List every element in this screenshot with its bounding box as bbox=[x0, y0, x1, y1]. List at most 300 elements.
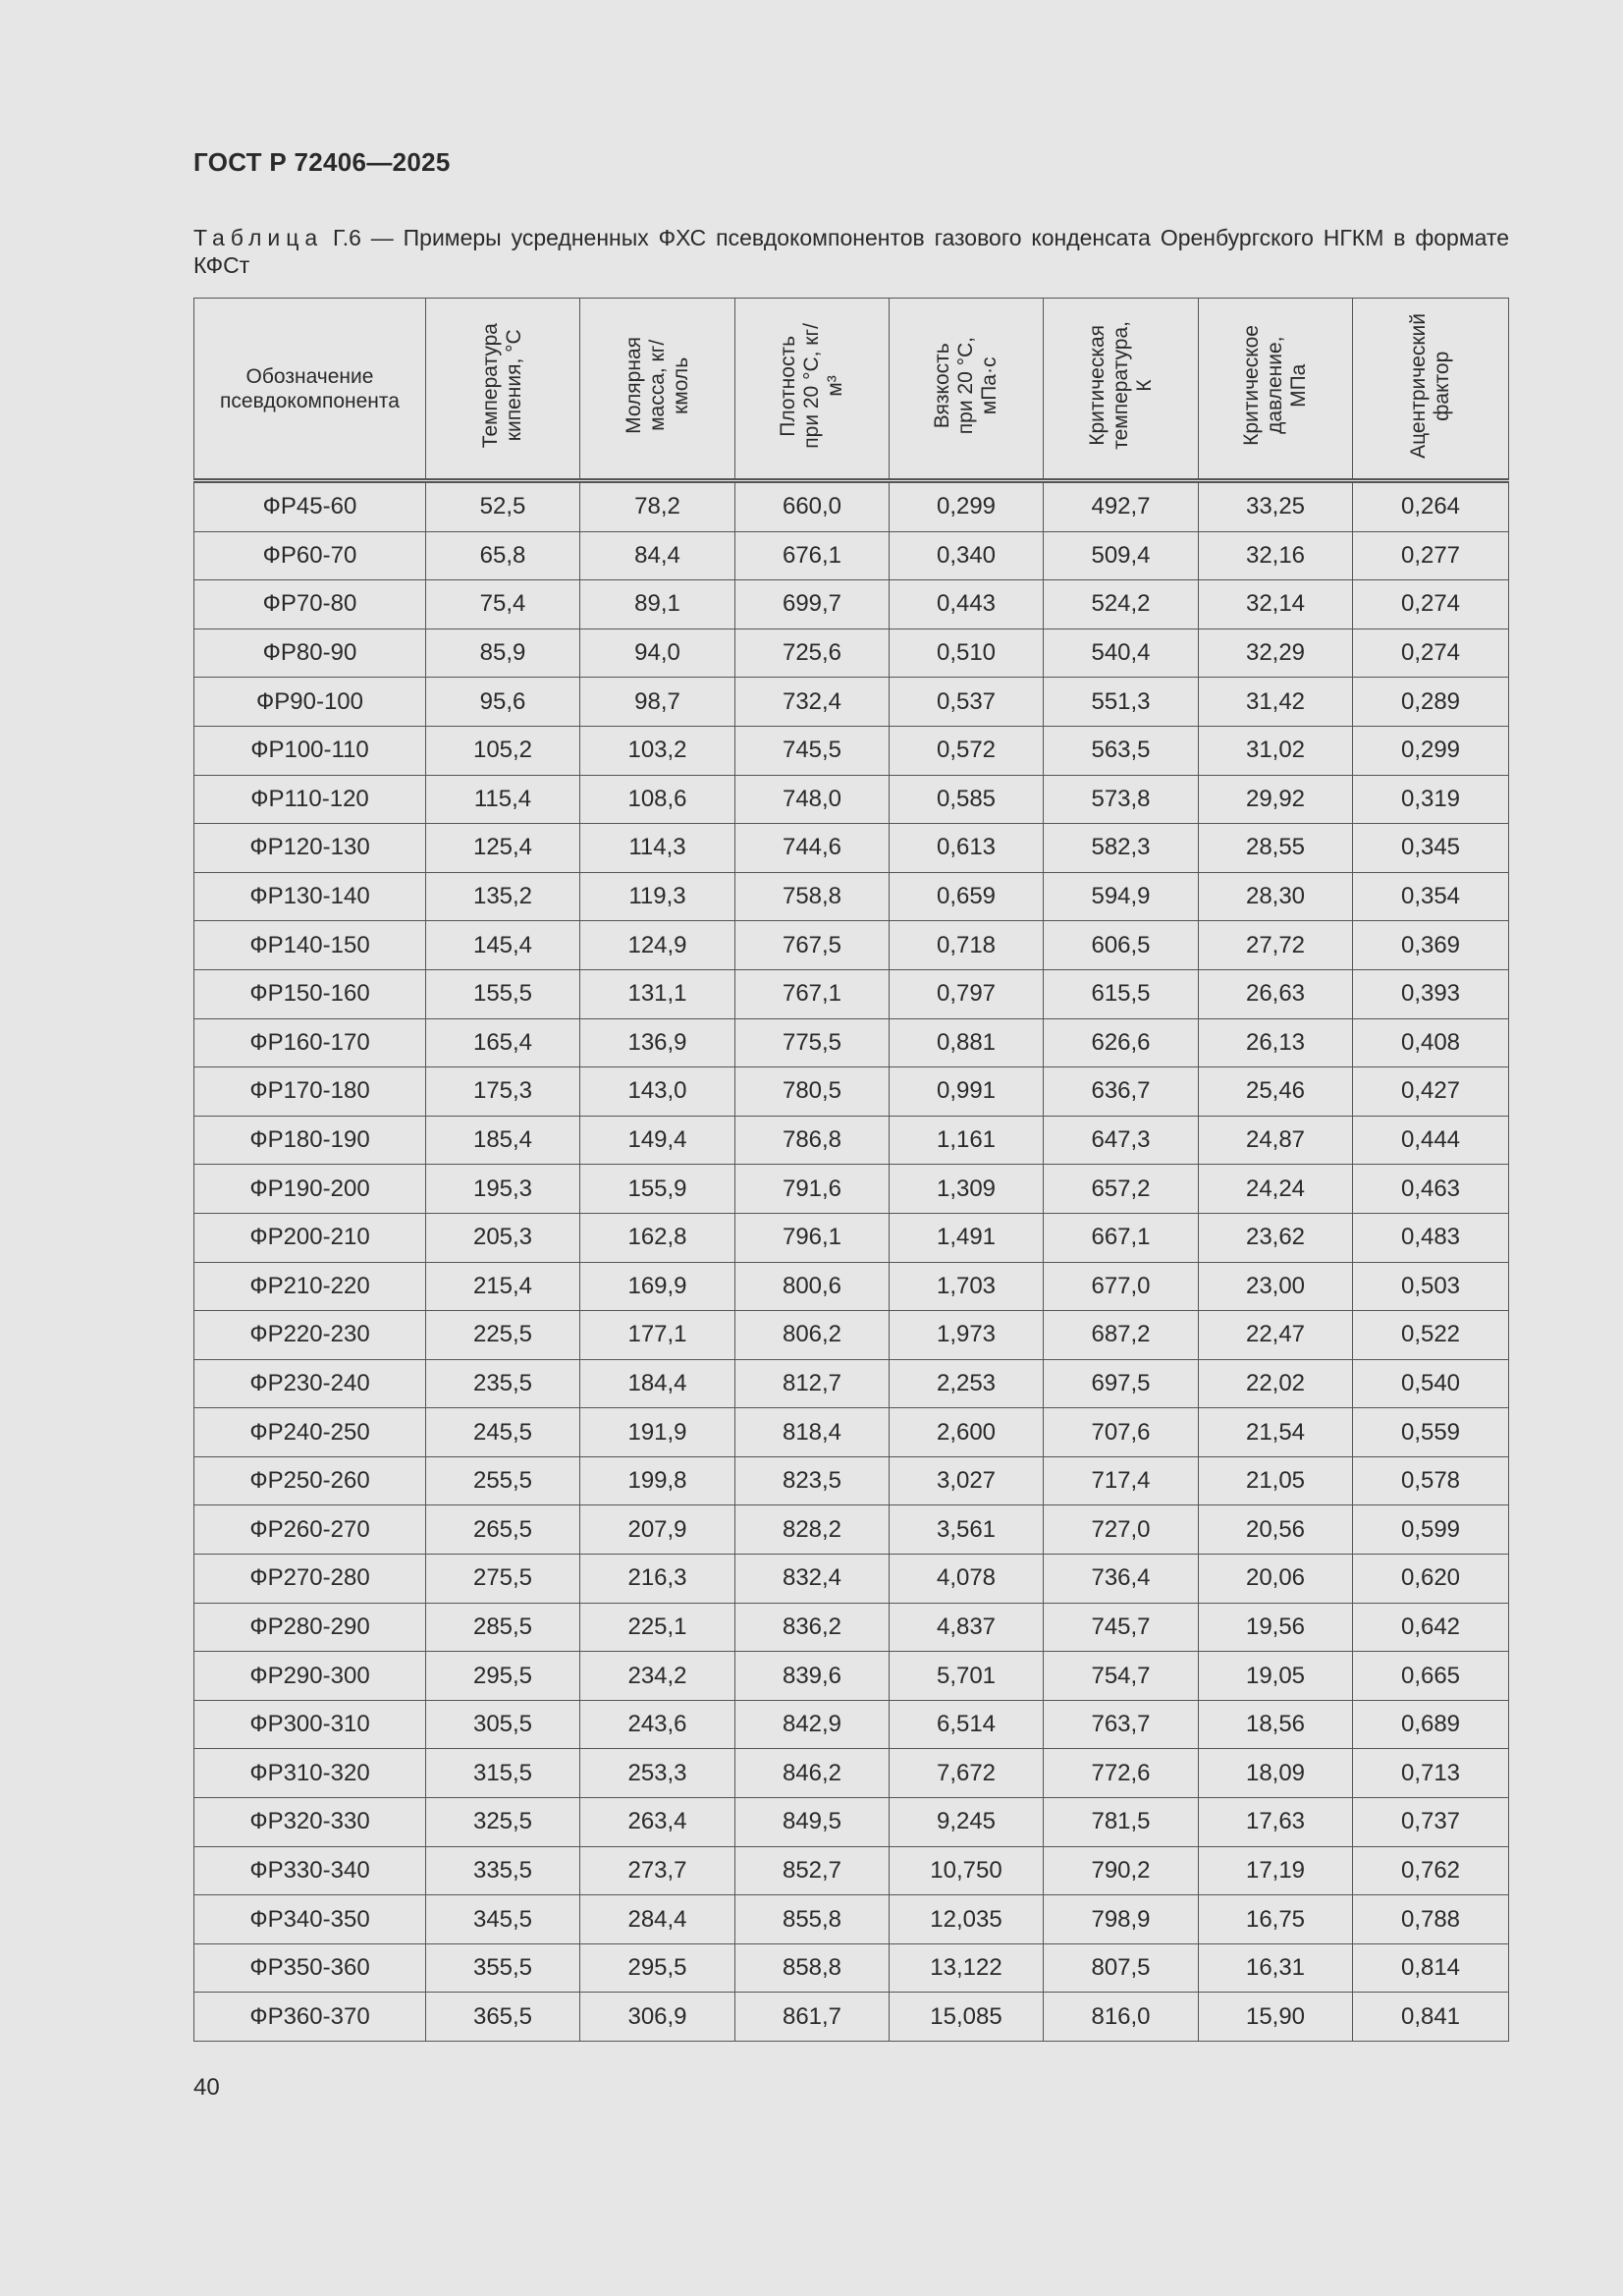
cell-density: 858,8 bbox=[735, 1943, 890, 1993]
cell-boiling-temperature: 205,3 bbox=[426, 1213, 580, 1262]
cell-molar-mass: 98,7 bbox=[580, 678, 735, 727]
cell-critical-temperature: 717,4 bbox=[1044, 1456, 1199, 1505]
cell-density: 699,7 bbox=[735, 580, 890, 629]
cell-boiling-temperature: 75,4 bbox=[426, 580, 580, 629]
document-code: ГОСТ Р 72406—2025 bbox=[193, 147, 451, 177]
cell-boiling-temperature: 52,5 bbox=[426, 481, 580, 532]
table-row bbox=[194, 481, 1509, 532]
cell-critical-temperature: 524,2 bbox=[1044, 580, 1199, 629]
cell-viscosity: 0,613 bbox=[890, 824, 1044, 873]
cell-critical-temperature: 573,8 bbox=[1044, 775, 1199, 824]
column-header-boiling-temperature-text: Температура кипения, °С bbox=[479, 322, 525, 449]
cell-boiling-temperature: 295,5 bbox=[426, 1652, 580, 1701]
cell-critical-temperature: 697,5 bbox=[1044, 1359, 1199, 1408]
cell-density: 791,6 bbox=[735, 1165, 890, 1214]
cell-boiling-temperature: 325,5 bbox=[426, 1798, 580, 1847]
cell-viscosity: 0,572 bbox=[890, 726, 1044, 775]
cell-molar-mass: 78,2 bbox=[580, 481, 735, 532]
table-row bbox=[194, 1456, 1509, 1505]
cell-viscosity: 3,027 bbox=[890, 1456, 1044, 1505]
cell-viscosity: 1,973 bbox=[890, 1311, 1044, 1360]
cell-critical-temperature: 636,7 bbox=[1044, 1067, 1199, 1117]
cell-boiling-temperature: 305,5 bbox=[426, 1700, 580, 1749]
table-row bbox=[194, 1408, 1509, 1457]
cell-critical-pressure: 18,09 bbox=[1199, 1749, 1353, 1798]
cell-designation: ФР70-80 bbox=[194, 580, 426, 629]
cell-critical-temperature: 816,0 bbox=[1044, 1993, 1199, 2042]
cell-critical-pressure: 23,00 bbox=[1199, 1262, 1353, 1311]
cell-acentric-factor: 0,299 bbox=[1353, 726, 1509, 775]
table-row bbox=[194, 824, 1509, 873]
cell-critical-temperature: 594,9 bbox=[1044, 872, 1199, 921]
table-row bbox=[194, 1603, 1509, 1652]
cell-critical-temperature: 763,7 bbox=[1044, 1700, 1199, 1749]
table-caption-lead: Таблица bbox=[193, 225, 324, 250]
cell-viscosity: 1,491 bbox=[890, 1213, 1044, 1262]
cell-boiling-temperature: 65,8 bbox=[426, 531, 580, 580]
cell-viscosity: 0,991 bbox=[890, 1067, 1044, 1117]
column-header-critical-temperature-text: Критическая температура, К bbox=[1085, 321, 1156, 450]
table-row bbox=[194, 1846, 1509, 1895]
cell-molar-mass: 108,6 bbox=[580, 775, 735, 824]
cell-viscosity: 0,718 bbox=[890, 921, 1044, 970]
cell-molar-mass: 284,4 bbox=[580, 1895, 735, 1944]
cell-critical-temperature: 772,6 bbox=[1044, 1749, 1199, 1798]
cell-critical-temperature: 727,0 bbox=[1044, 1505, 1199, 1555]
cell-viscosity: 5,701 bbox=[890, 1652, 1044, 1701]
cell-molar-mass: 169,9 bbox=[580, 1262, 735, 1311]
column-header-density-text: Плотность при 20 °С, кг/ м³ bbox=[777, 322, 846, 449]
table-row bbox=[194, 1943, 1509, 1993]
cell-designation: ФР45-60 bbox=[194, 481, 426, 532]
table-row bbox=[194, 531, 1509, 580]
cell-acentric-factor: 0,689 bbox=[1353, 1700, 1509, 1749]
cell-boiling-temperature: 235,5 bbox=[426, 1359, 580, 1408]
cell-critical-pressure: 26,63 bbox=[1199, 969, 1353, 1018]
cell-acentric-factor: 0,642 bbox=[1353, 1603, 1509, 1652]
cell-critical-temperature: 540,4 bbox=[1044, 629, 1199, 678]
cell-molar-mass: 216,3 bbox=[580, 1555, 735, 1604]
cell-density: 780,5 bbox=[735, 1067, 890, 1117]
column-header-molar-mass bbox=[580, 299, 735, 481]
cell-acentric-factor: 0,788 bbox=[1353, 1895, 1509, 1944]
cell-acentric-factor: 0,540 bbox=[1353, 1359, 1509, 1408]
cell-acentric-factor: 0,289 bbox=[1353, 678, 1509, 727]
cell-boiling-temperature: 185,4 bbox=[426, 1116, 580, 1165]
cell-boiling-temperature: 165,4 bbox=[426, 1018, 580, 1067]
cell-viscosity: 0,797 bbox=[890, 969, 1044, 1018]
cell-critical-temperature: 657,2 bbox=[1044, 1165, 1199, 1214]
cell-acentric-factor: 0,559 bbox=[1353, 1408, 1509, 1457]
cell-acentric-factor: 0,814 bbox=[1353, 1943, 1509, 1993]
table-row bbox=[194, 1505, 1509, 1555]
cell-density: 748,0 bbox=[735, 775, 890, 824]
cell-viscosity: 9,245 bbox=[890, 1798, 1044, 1847]
cell-critical-temperature: 509,4 bbox=[1044, 531, 1199, 580]
cell-boiling-temperature: 245,5 bbox=[426, 1408, 580, 1457]
cell-designation: ФР300-310 bbox=[194, 1700, 426, 1749]
cell-boiling-temperature: 85,9 bbox=[426, 629, 580, 678]
cell-molar-mass: 295,5 bbox=[580, 1943, 735, 1993]
cell-density: 786,8 bbox=[735, 1116, 890, 1165]
cell-critical-temperature: 563,5 bbox=[1044, 726, 1199, 775]
cell-boiling-temperature: 265,5 bbox=[426, 1505, 580, 1555]
cell-critical-pressure: 21,54 bbox=[1199, 1408, 1353, 1457]
cell-molar-mass: 84,4 bbox=[580, 531, 735, 580]
cell-molar-mass: 143,0 bbox=[580, 1067, 735, 1117]
cell-density: 744,6 bbox=[735, 824, 890, 873]
cell-molar-mass: 136,9 bbox=[580, 1018, 735, 1067]
cell-density: 812,7 bbox=[735, 1359, 890, 1408]
cell-critical-pressure: 24,24 bbox=[1199, 1165, 1353, 1214]
cell-critical-temperature: 677,0 bbox=[1044, 1262, 1199, 1311]
cell-molar-mass: 177,1 bbox=[580, 1311, 735, 1360]
table-row bbox=[194, 629, 1509, 678]
cell-molar-mass: 149,4 bbox=[580, 1116, 735, 1165]
cell-density: 767,5 bbox=[735, 921, 890, 970]
table-row bbox=[194, 1116, 1509, 1165]
cell-molar-mass: 124,9 bbox=[580, 921, 735, 970]
cell-density: 861,7 bbox=[735, 1993, 890, 2042]
cell-molar-mass: 207,9 bbox=[580, 1505, 735, 1555]
cell-designation: ФР60-70 bbox=[194, 531, 426, 580]
cell-viscosity: 3,561 bbox=[890, 1505, 1044, 1555]
header-row bbox=[194, 299, 1509, 481]
cell-molar-mass: 191,9 bbox=[580, 1408, 735, 1457]
cell-critical-pressure: 24,87 bbox=[1199, 1116, 1353, 1165]
cell-acentric-factor: 0,264 bbox=[1353, 481, 1509, 532]
cell-boiling-temperature: 255,5 bbox=[426, 1456, 580, 1505]
cell-acentric-factor: 0,393 bbox=[1353, 969, 1509, 1018]
cell-designation: ФР230-240 bbox=[194, 1359, 426, 1408]
table-row bbox=[194, 969, 1509, 1018]
cell-density: 836,2 bbox=[735, 1603, 890, 1652]
cell-viscosity: 0,340 bbox=[890, 531, 1044, 580]
table-row bbox=[194, 1213, 1509, 1262]
table-body bbox=[194, 481, 1509, 2042]
cell-designation: ФР110-120 bbox=[194, 775, 426, 824]
cell-boiling-temperature: 285,5 bbox=[426, 1603, 580, 1652]
cell-critical-pressure: 31,42 bbox=[1199, 678, 1353, 727]
cell-molar-mass: 114,3 bbox=[580, 824, 735, 873]
cell-density: 823,5 bbox=[735, 1456, 890, 1505]
cell-molar-mass: 155,9 bbox=[580, 1165, 735, 1214]
cell-designation: ФР160-170 bbox=[194, 1018, 426, 1067]
cell-designation: ФР250-260 bbox=[194, 1456, 426, 1505]
table-caption bbox=[193, 224, 1509, 279]
cell-molar-mass: 243,6 bbox=[580, 1700, 735, 1749]
cell-molar-mass: 131,1 bbox=[580, 969, 735, 1018]
column-header-density bbox=[735, 299, 890, 481]
cell-viscosity: 4,078 bbox=[890, 1555, 1044, 1604]
cell-viscosity: 0,585 bbox=[890, 775, 1044, 824]
cell-critical-temperature: 615,5 bbox=[1044, 969, 1199, 1018]
cell-critical-pressure: 28,30 bbox=[1199, 872, 1353, 921]
cell-designation: ФР220-230 bbox=[194, 1311, 426, 1360]
cell-critical-pressure: 17,19 bbox=[1199, 1846, 1353, 1895]
cell-critical-pressure: 19,56 bbox=[1199, 1603, 1353, 1652]
cell-acentric-factor: 0,354 bbox=[1353, 872, 1509, 921]
table-row bbox=[194, 1895, 1509, 1944]
cell-boiling-temperature: 315,5 bbox=[426, 1749, 580, 1798]
table-row bbox=[194, 1165, 1509, 1214]
cell-designation: ФР200-210 bbox=[194, 1213, 426, 1262]
table-header bbox=[194, 299, 1509, 481]
cell-boiling-temperature: 95,6 bbox=[426, 678, 580, 727]
cell-critical-pressure: 17,63 bbox=[1199, 1798, 1353, 1847]
cell-molar-mass: 119,3 bbox=[580, 872, 735, 921]
cell-designation: ФР360-370 bbox=[194, 1993, 426, 2042]
table-row bbox=[194, 775, 1509, 824]
cell-viscosity: 10,750 bbox=[890, 1846, 1044, 1895]
column-header-acentric-factor bbox=[1353, 299, 1509, 481]
cell-acentric-factor: 0,737 bbox=[1353, 1798, 1509, 1847]
cell-critical-pressure: 25,46 bbox=[1199, 1067, 1353, 1117]
cell-boiling-temperature: 225,5 bbox=[426, 1311, 580, 1360]
cell-acentric-factor: 0,277 bbox=[1353, 531, 1509, 580]
column-header-critical-temperature bbox=[1044, 299, 1199, 481]
cell-boiling-temperature: 145,4 bbox=[426, 921, 580, 970]
cell-molar-mass: 162,8 bbox=[580, 1213, 735, 1262]
cell-designation: ФР170-180 bbox=[194, 1067, 426, 1117]
table-row bbox=[194, 1700, 1509, 1749]
cell-critical-pressure: 32,16 bbox=[1199, 531, 1353, 580]
cell-boiling-temperature: 155,5 bbox=[426, 969, 580, 1018]
cell-viscosity: 12,035 bbox=[890, 1895, 1044, 1944]
cell-designation: ФР290-300 bbox=[194, 1652, 426, 1701]
cell-density: 800,6 bbox=[735, 1262, 890, 1311]
cell-critical-pressure: 26,13 bbox=[1199, 1018, 1353, 1067]
cell-designation: ФР330-340 bbox=[194, 1846, 426, 1895]
column-header-critical-pressure-text: Критическое давление, МПа bbox=[1240, 325, 1310, 446]
cell-acentric-factor: 0,274 bbox=[1353, 580, 1509, 629]
cell-designation: ФР340-350 bbox=[194, 1895, 426, 1944]
cell-density: 818,4 bbox=[735, 1408, 890, 1457]
cell-acentric-factor: 0,599 bbox=[1353, 1505, 1509, 1555]
table-row bbox=[194, 1262, 1509, 1311]
table-row bbox=[194, 921, 1509, 970]
cell-critical-pressure: 28,55 bbox=[1199, 824, 1353, 873]
cell-viscosity: 13,122 bbox=[890, 1943, 1044, 1993]
cell-density: 796,1 bbox=[735, 1213, 890, 1262]
cell-critical-pressure: 31,02 bbox=[1199, 726, 1353, 775]
cell-designation: ФР80-90 bbox=[194, 629, 426, 678]
table-row bbox=[194, 1798, 1509, 1847]
properties-table bbox=[193, 298, 1509, 2042]
table-row bbox=[194, 1555, 1509, 1604]
cell-critical-temperature: 687,2 bbox=[1044, 1311, 1199, 1360]
cell-boiling-temperature: 345,5 bbox=[426, 1895, 580, 1944]
cell-viscosity: 7,672 bbox=[890, 1749, 1044, 1798]
cell-acentric-factor: 0,483 bbox=[1353, 1213, 1509, 1262]
cell-boiling-temperature: 365,5 bbox=[426, 1993, 580, 2042]
cell-acentric-factor: 0,408 bbox=[1353, 1018, 1509, 1067]
cell-boiling-temperature: 275,5 bbox=[426, 1555, 580, 1604]
table-row bbox=[194, 1359, 1509, 1408]
cell-molar-mass: 253,3 bbox=[580, 1749, 735, 1798]
cell-molar-mass: 94,0 bbox=[580, 629, 735, 678]
cell-density: 842,9 bbox=[735, 1700, 890, 1749]
cell-acentric-factor: 0,274 bbox=[1353, 629, 1509, 678]
cell-density: 849,5 bbox=[735, 1798, 890, 1847]
cell-critical-pressure: 22,47 bbox=[1199, 1311, 1353, 1360]
column-header-acentric-factor-text: Ацентрический фактор bbox=[1407, 312, 1453, 459]
cell-acentric-factor: 0,665 bbox=[1353, 1652, 1509, 1701]
cell-critical-temperature: 798,9 bbox=[1044, 1895, 1199, 1944]
column-header-designation bbox=[194, 299, 426, 481]
cell-critical-temperature: 736,4 bbox=[1044, 1555, 1199, 1604]
cell-boiling-temperature: 125,4 bbox=[426, 824, 580, 873]
column-header-viscosity bbox=[890, 299, 1044, 481]
column-header-designation-text: Обозначение псевдокомпонента bbox=[220, 364, 400, 412]
cell-acentric-factor: 0,578 bbox=[1353, 1456, 1509, 1505]
cell-critical-pressure: 23,62 bbox=[1199, 1213, 1353, 1262]
cell-designation: ФР190-200 bbox=[194, 1165, 426, 1214]
cell-viscosity: 6,514 bbox=[890, 1700, 1044, 1749]
cell-density: 745,5 bbox=[735, 726, 890, 775]
cell-critical-temperature: 707,6 bbox=[1044, 1408, 1199, 1457]
cell-critical-pressure: 20,06 bbox=[1199, 1555, 1353, 1604]
cell-molar-mass: 103,2 bbox=[580, 726, 735, 775]
cell-density: 725,6 bbox=[735, 629, 890, 678]
cell-critical-pressure: 15,90 bbox=[1199, 1993, 1353, 2042]
page-number: 40 bbox=[193, 2074, 220, 2101]
cell-acentric-factor: 0,463 bbox=[1353, 1165, 1509, 1214]
cell-density: 855,8 bbox=[735, 1895, 890, 1944]
cell-boiling-temperature: 115,4 bbox=[426, 775, 580, 824]
cell-critical-temperature: 606,5 bbox=[1044, 921, 1199, 970]
cell-viscosity: 2,253 bbox=[890, 1359, 1044, 1408]
cell-boiling-temperature: 135,2 bbox=[426, 872, 580, 921]
cell-density: 660,0 bbox=[735, 481, 890, 532]
cell-acentric-factor: 0,762 bbox=[1353, 1846, 1509, 1895]
cell-acentric-factor: 0,319 bbox=[1353, 775, 1509, 824]
cell-designation: ФР240-250 bbox=[194, 1408, 426, 1457]
cell-boiling-temperature: 175,3 bbox=[426, 1067, 580, 1117]
cell-designation: ФР280-290 bbox=[194, 1603, 426, 1652]
table-row bbox=[194, 1311, 1509, 1360]
table-row bbox=[194, 726, 1509, 775]
cell-molar-mass: 263,4 bbox=[580, 1798, 735, 1847]
cell-critical-temperature: 582,3 bbox=[1044, 824, 1199, 873]
cell-critical-temperature: 626,6 bbox=[1044, 1018, 1199, 1067]
cell-critical-pressure: 29,92 bbox=[1199, 775, 1353, 824]
cell-designation: ФР90-100 bbox=[194, 678, 426, 727]
cell-critical-pressure: 32,29 bbox=[1199, 629, 1353, 678]
cell-molar-mass: 234,2 bbox=[580, 1652, 735, 1701]
cell-density: 832,4 bbox=[735, 1555, 890, 1604]
cell-density: 775,5 bbox=[735, 1018, 890, 1067]
table-caption-text: Г.6 — Примеры усредненных ФХС псевдокомпонентов газового конденсата Оренбургского НГКМ в формате КФСт bbox=[193, 225, 1509, 278]
column-header-viscosity-text: Вязкость при 20 °С, мПа·с bbox=[931, 336, 1001, 435]
cell-designation: ФР140-150 bbox=[194, 921, 426, 970]
cell-viscosity: 0,881 bbox=[890, 1018, 1044, 1067]
cell-critical-temperature: 754,7 bbox=[1044, 1652, 1199, 1701]
cell-boiling-temperature: 195,3 bbox=[426, 1165, 580, 1214]
cell-critical-temperature: 667,1 bbox=[1044, 1213, 1199, 1262]
cell-viscosity: 0,510 bbox=[890, 629, 1044, 678]
cell-critical-temperature: 745,7 bbox=[1044, 1603, 1199, 1652]
cell-viscosity: 0,443 bbox=[890, 580, 1044, 629]
cell-critical-pressure: 20,56 bbox=[1199, 1505, 1353, 1555]
cell-designation: ФР260-270 bbox=[194, 1505, 426, 1555]
cell-designation: ФР180-190 bbox=[194, 1116, 426, 1165]
cell-density: 767,1 bbox=[735, 969, 890, 1018]
cell-density: 839,6 bbox=[735, 1652, 890, 1701]
cell-acentric-factor: 0,620 bbox=[1353, 1555, 1509, 1604]
cell-boiling-temperature: 355,5 bbox=[426, 1943, 580, 1993]
table-row bbox=[194, 1018, 1509, 1067]
cell-molar-mass: 184,4 bbox=[580, 1359, 735, 1408]
cell-acentric-factor: 0,369 bbox=[1353, 921, 1509, 970]
cell-density: 676,1 bbox=[735, 531, 890, 580]
cell-critical-pressure: 21,05 bbox=[1199, 1456, 1353, 1505]
cell-critical-pressure: 19,05 bbox=[1199, 1652, 1353, 1701]
cell-viscosity: 1,309 bbox=[890, 1165, 1044, 1214]
cell-acentric-factor: 0,427 bbox=[1353, 1067, 1509, 1117]
cell-designation: ФР320-330 bbox=[194, 1798, 426, 1847]
cell-density: 806,2 bbox=[735, 1311, 890, 1360]
cell-critical-pressure: 27,72 bbox=[1199, 921, 1353, 970]
cell-molar-mass: 199,8 bbox=[580, 1456, 735, 1505]
cell-molar-mass: 225,1 bbox=[580, 1603, 735, 1652]
cell-critical-temperature: 807,5 bbox=[1044, 1943, 1199, 1993]
column-header-molar-mass-text: Молярная масса, кг/ кмоль bbox=[622, 337, 692, 434]
cell-critical-temperature: 551,3 bbox=[1044, 678, 1199, 727]
cell-critical-temperature: 781,5 bbox=[1044, 1798, 1199, 1847]
cell-molar-mass: 273,7 bbox=[580, 1846, 735, 1895]
cell-designation: ФР350-360 bbox=[194, 1943, 426, 1993]
cell-viscosity: 15,085 bbox=[890, 1993, 1044, 2042]
cell-acentric-factor: 0,522 bbox=[1353, 1311, 1509, 1360]
cell-critical-temperature: 790,2 bbox=[1044, 1846, 1199, 1895]
cell-designation: ФР100-110 bbox=[194, 726, 426, 775]
cell-acentric-factor: 0,444 bbox=[1353, 1116, 1509, 1165]
cell-viscosity: 4,837 bbox=[890, 1603, 1044, 1652]
cell-viscosity: 0,659 bbox=[890, 872, 1044, 921]
cell-acentric-factor: 0,503 bbox=[1353, 1262, 1509, 1311]
cell-boiling-temperature: 105,2 bbox=[426, 726, 580, 775]
table-row bbox=[194, 678, 1509, 727]
cell-viscosity: 1,703 bbox=[890, 1262, 1044, 1311]
cell-viscosity: 0,299 bbox=[890, 481, 1044, 532]
cell-viscosity: 0,537 bbox=[890, 678, 1044, 727]
cell-boiling-temperature: 335,5 bbox=[426, 1846, 580, 1895]
table-row bbox=[194, 872, 1509, 921]
cell-critical-pressure: 16,31 bbox=[1199, 1943, 1353, 1993]
cell-critical-pressure: 33,25 bbox=[1199, 481, 1353, 532]
cell-density: 732,4 bbox=[735, 678, 890, 727]
cell-critical-temperature: 492,7 bbox=[1044, 481, 1199, 532]
table-row bbox=[194, 1993, 1509, 2042]
cell-acentric-factor: 0,345 bbox=[1353, 824, 1509, 873]
cell-acentric-factor: 0,713 bbox=[1353, 1749, 1509, 1798]
table-row bbox=[194, 1067, 1509, 1117]
cell-designation: ФР130-140 bbox=[194, 872, 426, 921]
cell-critical-pressure: 18,56 bbox=[1199, 1700, 1353, 1749]
cell-designation: ФР120-130 bbox=[194, 824, 426, 873]
column-header-boiling-temperature bbox=[426, 299, 580, 481]
cell-designation: ФР270-280 bbox=[194, 1555, 426, 1604]
cell-critical-pressure: 16,75 bbox=[1199, 1895, 1353, 1944]
cell-critical-pressure: 32,14 bbox=[1199, 580, 1353, 629]
cell-boiling-temperature: 215,4 bbox=[426, 1262, 580, 1311]
column-header-critical-pressure bbox=[1199, 299, 1353, 481]
cell-molar-mass: 89,1 bbox=[580, 580, 735, 629]
cell-designation: ФР310-320 bbox=[194, 1749, 426, 1798]
cell-molar-mass: 306,9 bbox=[580, 1993, 735, 2042]
cell-critical-temperature: 647,3 bbox=[1044, 1116, 1199, 1165]
